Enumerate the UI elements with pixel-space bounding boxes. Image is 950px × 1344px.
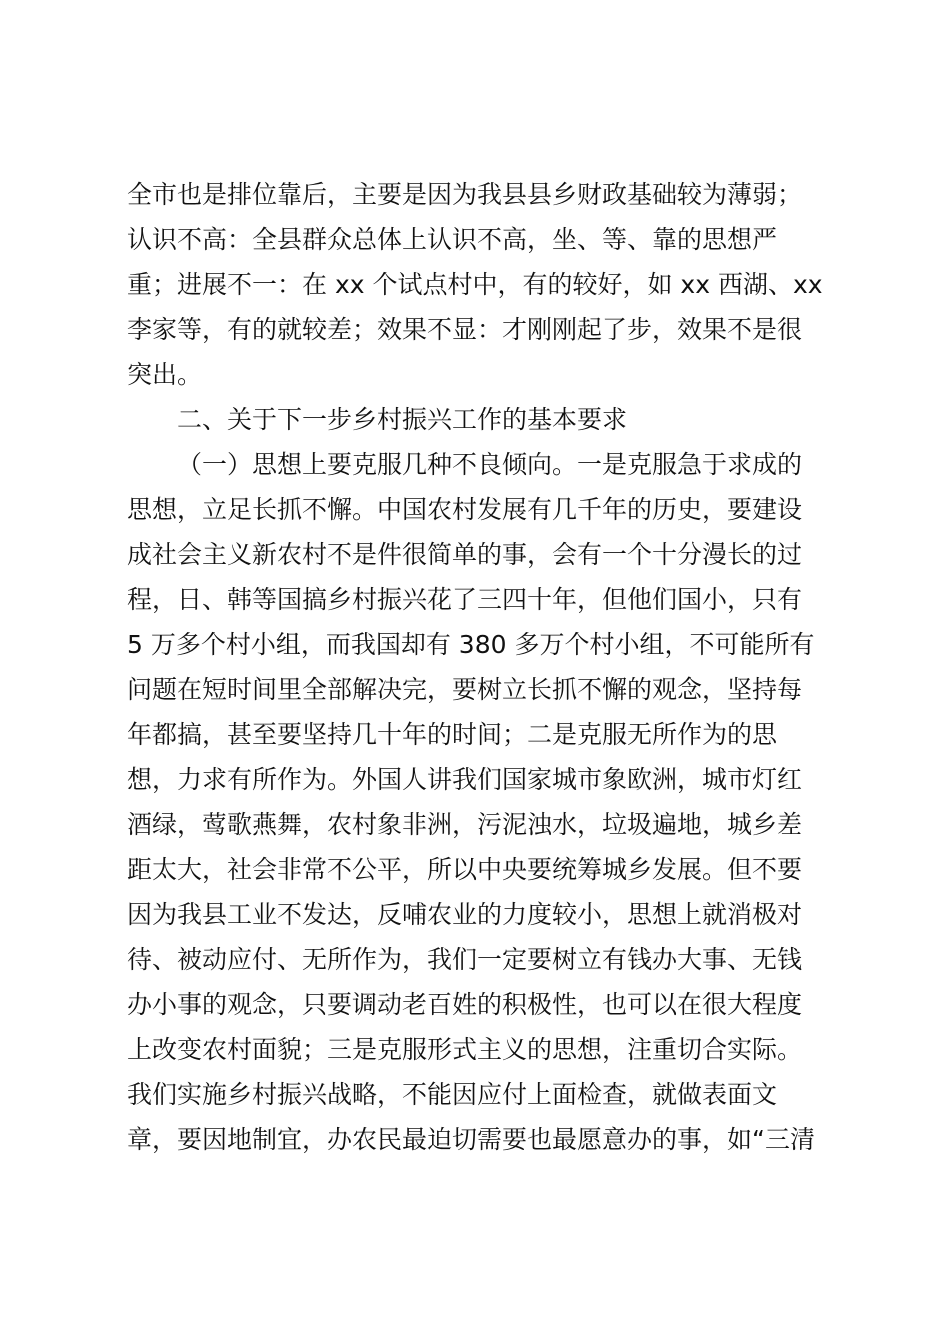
text-line: 酒绿，莺歌燕舞，农村象非洲，污泥浊水，垃圾遍地，城乡差 xyxy=(127,810,803,839)
text-line: 距太大，社会非常不公平，所以中央要统筹城乡发展。但不要 xyxy=(127,855,803,884)
text-line: 重；进展不一：在 xx 个试点村中，有的较好，如 xx 西湖、xx xyxy=(127,270,823,299)
text-line: 程，日、韩等国搞乡村振兴花了三四十年，但他们国小，只有 xyxy=(127,585,803,614)
text-line: 思想，立足长抓不懈。中国农村发展有几千年的历史，要建设 xyxy=(127,495,803,524)
subsection-start-line: （一）思想上要克服几种不良倾向。一是克服急于求成的 xyxy=(177,450,803,479)
text-line: 李家等，有的就较差；效果不显：才刚刚起了步，效果不是很 xyxy=(127,315,803,344)
text-line: 上改变农村面貌；三是克服形式主义的思想，注重切合实际。 xyxy=(127,1035,803,1064)
text-line: 问题在短时间里全部解决完，要树立长抓不懈的观念，坚持每 xyxy=(127,675,803,704)
text-line: 5 万多个村小组，而我国却有 380 多万个村小组，不可能所有 xyxy=(127,630,815,659)
text-line: 办小事的观念，只要调动老百姓的积极性，也可以在很大程度 xyxy=(127,990,803,1019)
text-line: 想，力求有所作为。外国人讲我们国家城市象欧洲，城市灯红 xyxy=(127,765,803,794)
text-line: 章，要因地制宜，办农民最迫切需要也最愿意办的事，如“三清 xyxy=(127,1125,815,1154)
text-line: 突出。 xyxy=(127,360,203,389)
body-text xyxy=(127,172,837,1162)
text-line: 成社会主义新农村不是件很简单的事，会有一个十分漫长的过 xyxy=(127,540,803,569)
text-line: 认识不高：全县群众总体上认识不高，坐、等、靠的思想严 xyxy=(127,225,778,254)
section-heading: 二、关于下一步乡村振兴工作的基本要求 xyxy=(177,405,628,434)
text-line: 年都搞，甚至要坚持几十年的时间；二是克服无所作为的思 xyxy=(127,720,778,749)
text-line: 因为我县工业不发达，反哺农业的力度较小，思想上就消极对 xyxy=(127,900,803,929)
text-line: 我们实施乡村振兴战略，不能因应付上面检查，就做表面文 xyxy=(127,1080,778,1109)
text-line: 待、被动应付、无所作为，我们一定要树立有钱办大事、无钱 xyxy=(127,945,803,974)
text-line: 全市也是排位靠后，主要是因为我县县乡财政基础较为薄弱； xyxy=(127,180,803,209)
